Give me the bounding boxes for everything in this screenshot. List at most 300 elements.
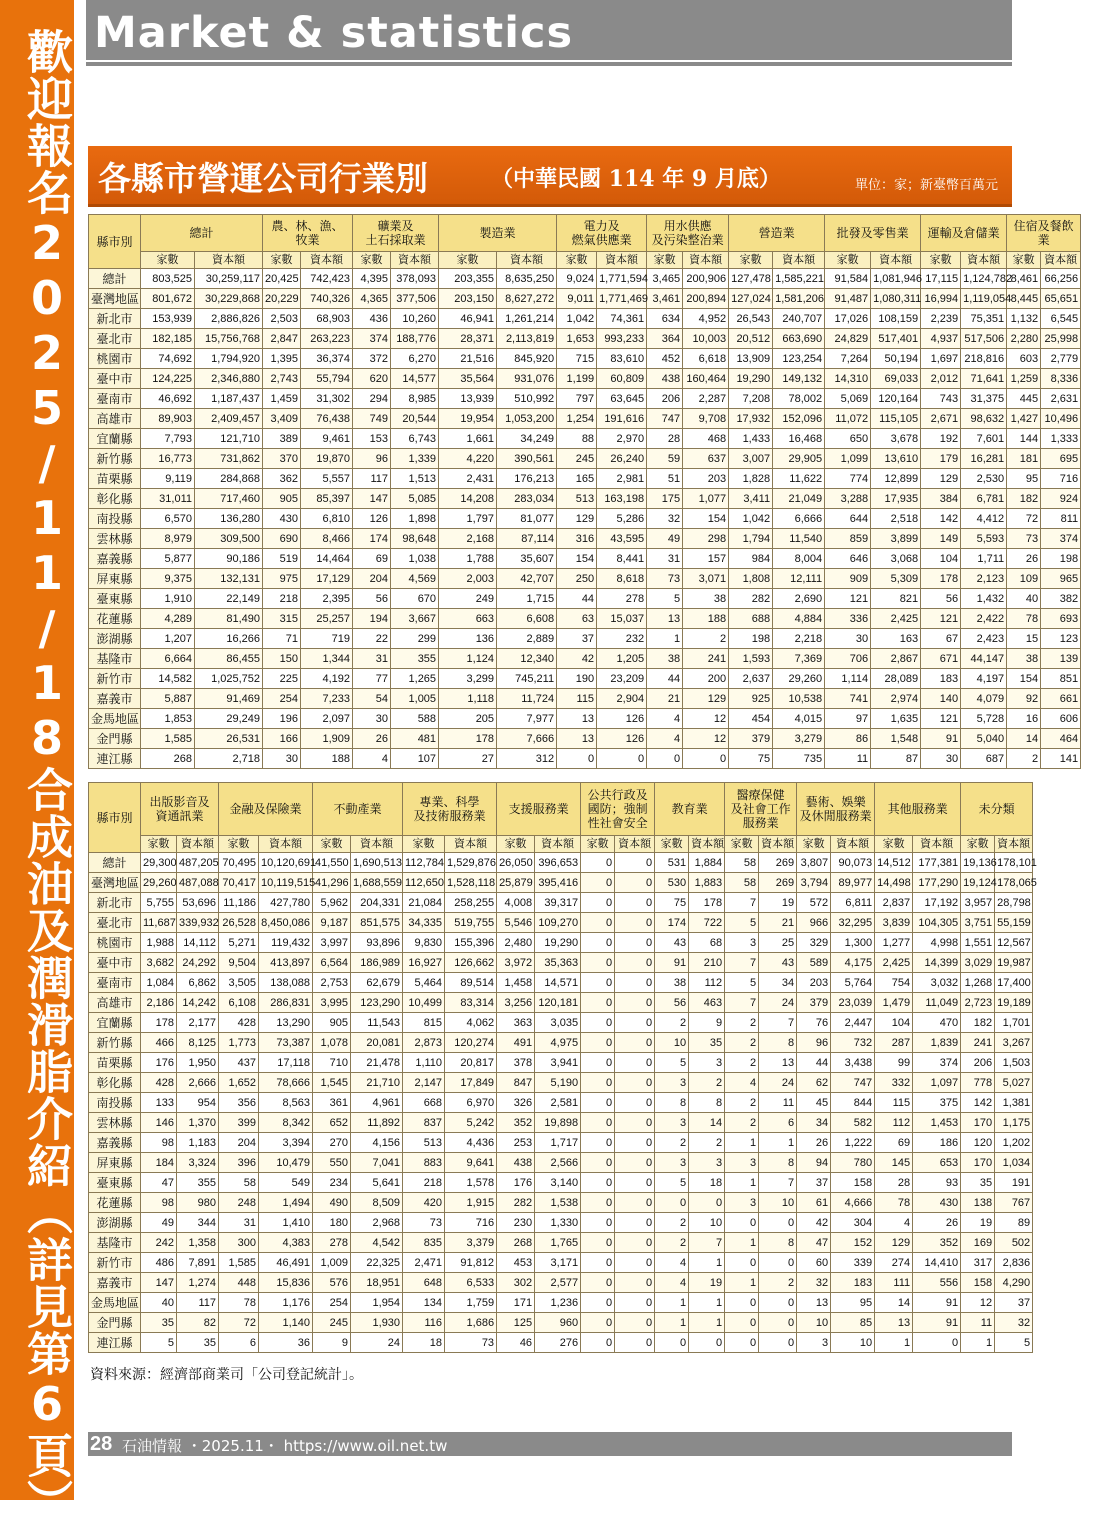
count-column-header: 家數 (797, 836, 831, 853)
value-cell: 225 (263, 669, 301, 689)
industry-column-header: 其他服務業 (875, 783, 961, 836)
value-cell: 132,131 (195, 569, 263, 589)
value-cell: 158 (831, 1173, 875, 1193)
header-row (89, 215, 1081, 252)
value-cell: 15,756,768 (195, 329, 263, 349)
value-cell: 1,513 (391, 469, 439, 489)
source-note: 資料來源：經濟部商業司「公司登記統計」。 (90, 1367, 363, 1383)
count-column-header: 家數 (1007, 252, 1041, 269)
value-cell: 89,903 (141, 409, 195, 429)
value-cell: 3,267 (995, 1033, 1033, 1053)
value-cell: 732 (831, 1033, 875, 1053)
count-column-header: 家數 (313, 836, 351, 853)
value-cell: 0 (759, 1333, 797, 1353)
value-cell: 466 (141, 1033, 177, 1053)
value-cell: 17,935 (871, 489, 921, 509)
industry-column-header: 藝術、娛樂 及休閒服務業 (797, 783, 875, 836)
value-cell: 99 (875, 1053, 913, 1073)
value-cell: 453 (497, 1253, 535, 1273)
value-cell: 87,114 (497, 529, 557, 549)
value-cell: 3,299 (439, 669, 497, 689)
value-cell: 3,899 (871, 529, 921, 549)
value-cell: 119,432 (259, 933, 313, 953)
value-cell: 10,119,515 (259, 873, 313, 893)
value-cell: 316 (557, 529, 597, 549)
value-cell: 0 (615, 1133, 655, 1153)
industry-column-header: 總計 (141, 215, 263, 252)
value-cell: 716 (445, 1213, 497, 1233)
value-cell: 96 (797, 1033, 831, 1053)
value-cell: 1,661 (439, 429, 497, 449)
value-cell: 1 (689, 1253, 725, 1273)
region-cell: 桃園市 (89, 349, 141, 369)
capital-column-header: 資本額 (683, 252, 729, 269)
value-cell: 28,371 (439, 329, 497, 349)
value-cell: 2 (759, 1273, 797, 1293)
value-cell: 249 (439, 589, 497, 609)
value-cell: 9,641 (445, 1153, 497, 1173)
value-cell: 37 (995, 1293, 1033, 1313)
value-cell: 0 (615, 873, 655, 893)
industry-column-header: 礦業及 土石採取業 (353, 215, 439, 252)
value-cell: 7 (725, 893, 759, 913)
value-cell: 183 (831, 1273, 875, 1293)
value-cell: 4,937 (921, 329, 961, 349)
region-cell: 嘉義縣 (89, 549, 141, 569)
value-cell: 851,575 (351, 913, 403, 933)
value-cell: 2 (655, 1013, 689, 1033)
value-cell: 370 (263, 449, 301, 469)
subheader-row (89, 252, 1081, 269)
value-cell: 6,108 (219, 993, 259, 1013)
value-cell: 13,909 (729, 349, 773, 369)
value-cell: 1,853 (141, 709, 195, 729)
value-cell: 1,453 (913, 1113, 961, 1133)
value-cell: 1,034 (995, 1153, 1033, 1173)
value-cell: 4,975 (535, 1033, 581, 1053)
value-cell: 86 (825, 729, 871, 749)
value-cell: 294 (353, 389, 391, 409)
value-cell: 780 (831, 1153, 875, 1173)
table-row (89, 1013, 1033, 1033)
value-cell: 3 (655, 1113, 689, 1133)
value-cell: 12,340 (497, 649, 557, 669)
page-number: 28 (90, 1433, 113, 1455)
industry-column-header: 運輸及倉儲業 (921, 215, 1007, 252)
value-cell: 88 (557, 429, 597, 449)
industry-column-header: 製造業 (439, 215, 557, 252)
value-cell: 491 (497, 1033, 535, 1053)
value-cell: 234 (313, 1173, 351, 1193)
value-cell: 5,464 (403, 973, 445, 993)
value-cell: 767 (995, 1193, 1033, 1213)
region-cell: 澎湖縣 (89, 1213, 141, 1233)
value-cell: 1,078 (313, 1033, 351, 1053)
value-cell: 436 (353, 309, 391, 329)
value-cell: 1,205 (597, 649, 647, 669)
value-cell: 55,159 (995, 913, 1033, 933)
value-cell: 12,567 (995, 933, 1033, 953)
value-cell: 1 (725, 1233, 759, 1253)
value-cell: 83,314 (445, 993, 497, 1013)
value-cell: 26,050 (497, 853, 535, 873)
value-cell: 644 (825, 509, 871, 529)
value-cell: 742,423 (301, 269, 353, 289)
value-cell: 2 (725, 1053, 759, 1073)
value-cell: 361 (313, 1093, 351, 1113)
value-cell: 8,618 (597, 569, 647, 589)
table-row (89, 509, 1081, 529)
value-cell: 4,412 (961, 509, 1007, 529)
value-cell: 46,491 (259, 1253, 313, 1273)
value-cell: 35 (689, 1033, 725, 1053)
value-cell: 2,186 (141, 993, 177, 1013)
value-cell: 0 (581, 1113, 615, 1133)
value-cell: 1,839 (913, 1033, 961, 1053)
value-cell: 9,187 (313, 913, 351, 933)
header-row (89, 783, 1033, 836)
value-cell: 129 (557, 509, 597, 529)
value-cell: 54 (353, 689, 391, 709)
value-cell: 91,812 (445, 1253, 497, 1273)
value-cell: 7 (759, 1173, 797, 1193)
value-cell: 32,295 (831, 913, 875, 933)
value-cell: 0 (615, 1073, 655, 1093)
region-cell: 金馬地區 (89, 1293, 141, 1313)
footer-text: 石油情報 ・2025.11・ https://www.oil.net.tw (122, 1437, 448, 1455)
value-cell: 18 (403, 1333, 445, 1353)
value-cell: 2,012 (921, 369, 961, 389)
value-cell: 89,514 (445, 973, 497, 993)
value-cell: 46,941 (439, 309, 497, 329)
value-cell: 2,970 (597, 429, 647, 449)
value-cell: 4,079 (961, 689, 1007, 709)
value-cell: 21 (647, 689, 683, 709)
value-cell: 2,409,457 (195, 409, 263, 429)
value-cell: 2,981 (597, 469, 647, 489)
value-cell: 743 (921, 389, 961, 409)
value-cell: 40 (141, 1293, 177, 1313)
region-cell: 臺灣地區 (89, 873, 141, 893)
value-cell: 30,229,868 (195, 289, 263, 309)
value-cell: 95 (831, 1293, 875, 1313)
table-title-banner (88, 146, 1012, 207)
value-cell: 8,125 (177, 1033, 219, 1053)
value-cell: 4,220 (439, 449, 497, 469)
value-cell: 1 (689, 1293, 725, 1313)
region-cell: 彰化縣 (89, 1073, 141, 1093)
table-row (89, 1153, 1033, 1173)
value-cell: 2 (725, 1093, 759, 1113)
value-cell: 160,464 (683, 369, 729, 389)
value-cell: 230 (497, 1213, 535, 1233)
value-cell: 73 (445, 1333, 497, 1353)
value-cell: 1,274 (177, 1273, 219, 1293)
value-cell: 63,645 (597, 389, 647, 409)
value-cell: 68,903 (301, 309, 353, 329)
value-cell: 960 (535, 1313, 581, 1333)
table-row (89, 729, 1081, 749)
value-cell: 181 (1007, 449, 1041, 469)
value-cell: 268 (141, 749, 195, 769)
value-cell: 0 (581, 973, 615, 993)
table-row (89, 749, 1081, 769)
value-cell: 20,817 (445, 1053, 497, 1073)
value-cell: 20,512 (729, 329, 773, 349)
value-cell: 0 (759, 1213, 797, 1233)
value-cell: 2,287 (683, 389, 729, 409)
value-cell: 0 (615, 1253, 655, 1273)
value-cell: 980 (177, 1193, 219, 1213)
value-cell: 5 (655, 1053, 689, 1073)
value-cell: 3,505 (219, 973, 259, 993)
count-column-header: 家數 (403, 836, 445, 853)
value-cell: 109 (1007, 569, 1041, 589)
value-cell: 0 (615, 893, 655, 913)
value-cell: 145 (875, 1153, 913, 1173)
value-cell: 36,374 (301, 349, 353, 369)
value-cell: 31,302 (301, 389, 353, 409)
value-cell: 7,264 (825, 349, 871, 369)
value-cell: 778 (961, 1073, 995, 1093)
value-cell: 178,065 (995, 873, 1033, 893)
value-cell: 0 (581, 1013, 615, 1033)
value-cell: 3,995 (313, 993, 351, 1013)
value-cell: 3,068 (871, 549, 921, 569)
value-cell: 517,401 (871, 329, 921, 349)
value-cell: 396,653 (535, 853, 581, 873)
value-cell: 2,671 (921, 409, 961, 429)
value-cell: 14,577 (391, 369, 439, 389)
value-cell: 1,268 (961, 973, 995, 993)
value-cell: 43 (655, 933, 689, 953)
value-cell: 0 (581, 853, 615, 873)
value-cell: 1 (725, 1173, 759, 1193)
value-cell: 1,077 (683, 489, 729, 509)
value-cell: 3,035 (535, 1013, 581, 1033)
value-cell: 10,260 (391, 309, 439, 329)
value-cell: 245 (313, 1313, 351, 1333)
value-cell: 332 (875, 1073, 913, 1093)
value-cell: 191 (995, 1173, 1033, 1193)
value-cell: 502 (995, 1233, 1033, 1253)
value-cell: 588 (391, 709, 439, 729)
region-cell: 桃園市 (89, 933, 141, 953)
value-cell: 0 (615, 1153, 655, 1173)
section-header-title: Market & statistics (94, 8, 574, 58)
value-cell: 188,776 (391, 329, 439, 349)
value-cell: 1,954 (351, 1293, 403, 1313)
region-cell: 花蓮縣 (89, 609, 141, 629)
value-cell: 0 (759, 1253, 797, 1273)
value-cell: 241 (961, 1033, 995, 1053)
table-row (89, 409, 1081, 429)
region-cell: 嘉義市 (89, 689, 141, 709)
value-cell: 32 (647, 509, 683, 529)
value-cell: 14,512 (875, 853, 913, 873)
value-cell: 438 (647, 369, 683, 389)
value-cell: 5,764 (831, 973, 875, 993)
value-cell: 198 (729, 629, 773, 649)
value-cell: 438 (497, 1153, 535, 1173)
value-cell: 37 (557, 629, 597, 649)
value-cell: 9,375 (141, 569, 195, 589)
value-cell: 2,836 (995, 1253, 1033, 1273)
value-cell: 21,084 (403, 893, 445, 913)
region-cell: 總計 (89, 269, 141, 289)
industry-column-header: 用水供應 及污染整治業 (647, 215, 729, 252)
value-cell: 170 (961, 1153, 995, 1173)
value-cell: 146 (141, 1113, 177, 1133)
value-cell: 70,495 (219, 853, 259, 873)
region-cell: 宜蘭縣 (89, 1013, 141, 1033)
table-row (89, 1073, 1033, 1093)
region-cell: 臺北市 (89, 329, 141, 349)
value-cell: 11 (961, 1313, 995, 1333)
value-cell: 531 (655, 853, 689, 873)
promo-sidebar-text: 歡迎報名2025/11/18合成油及潤滑脂介紹（詳見第6頁） (20, 28, 74, 1526)
value-cell: 96 (353, 449, 391, 469)
value-cell: 2 (655, 1233, 689, 1253)
value-cell: 1,910 (141, 589, 195, 609)
value-cell: 2,753 (313, 973, 351, 993)
value-cell: 550 (313, 1153, 351, 1173)
value-cell: 47 (141, 1173, 177, 1193)
value-cell: 31 (353, 649, 391, 669)
table-row (89, 429, 1081, 449)
value-cell: 35 (177, 1333, 219, 1353)
value-cell: 0 (581, 1273, 615, 1293)
value-cell: 3,678 (871, 429, 921, 449)
value-cell: 3,409 (263, 409, 301, 429)
value-cell: 4,436 (445, 1133, 497, 1153)
value-cell: 1 (725, 1273, 759, 1293)
value-cell: 6,781 (961, 489, 1007, 509)
value-cell: 646 (825, 549, 871, 569)
value-cell: 5,271 (219, 933, 259, 953)
value-cell: 8,563 (259, 1093, 313, 1113)
value-cell: 0 (581, 1173, 615, 1193)
value-cell: 8,627,272 (497, 289, 557, 309)
industry-column-header: 金融及保險業 (219, 783, 313, 836)
value-cell: 1 (961, 1333, 995, 1353)
value-cell: 0 (581, 953, 615, 973)
value-cell: 315 (263, 609, 301, 629)
value-cell: 138 (961, 1193, 995, 1213)
value-cell: 16,773 (141, 449, 195, 469)
region-cell: 嘉義市 (89, 1273, 141, 1293)
value-cell: 10 (689, 1213, 725, 1233)
value-cell: 549 (259, 1173, 313, 1193)
table-row (89, 893, 1033, 913)
value-cell: 859 (825, 529, 871, 549)
value-cell: 182 (1007, 489, 1041, 509)
table-row (89, 269, 1081, 289)
region-cell: 苗栗縣 (89, 469, 141, 489)
table-row (89, 1193, 1033, 1213)
table-row (89, 469, 1081, 489)
value-cell: 0 (615, 1113, 655, 1133)
value-cell: 10,479 (259, 1153, 313, 1173)
value-cell: 1,277 (875, 933, 913, 953)
value-cell: 16,994 (921, 289, 961, 309)
value-cell: 184 (141, 1153, 177, 1173)
value-cell: 8,004 (773, 549, 825, 569)
value-cell: 413,897 (259, 953, 313, 973)
value-cell: 0 (581, 1193, 615, 1213)
value-cell: 274 (875, 1253, 913, 1273)
value-cell: 2,346,880 (195, 369, 263, 389)
value-cell: 1,038 (391, 549, 439, 569)
value-cell: 6,810 (301, 509, 353, 529)
value-cell: 60,809 (597, 369, 647, 389)
capital-column-header: 資本額 (259, 836, 313, 853)
value-cell: 14,582 (141, 669, 195, 689)
table-row (89, 369, 1081, 389)
value-cell: 14,464 (301, 549, 353, 569)
value-cell: 510,992 (497, 389, 557, 409)
value-cell: 46 (497, 1333, 535, 1353)
value-cell: 0 (581, 893, 615, 913)
value-cell: 72 (219, 1313, 259, 1333)
value-cell: 0 (581, 1213, 615, 1233)
table-row (89, 1033, 1033, 1053)
value-cell: 909 (825, 569, 871, 589)
value-cell: 3,751 (961, 913, 995, 933)
value-cell: 298 (683, 529, 729, 549)
value-cell: 304 (831, 1213, 875, 1233)
value-cell: 663,690 (773, 329, 825, 349)
value-cell: 41,296 (313, 873, 351, 893)
value-cell: 312 (497, 749, 557, 769)
value-cell: 481 (391, 729, 439, 749)
value-cell: 8 (689, 1093, 725, 1113)
capital-column-header: 資本額 (535, 836, 581, 853)
value-cell: 182 (961, 1013, 995, 1033)
region-cell: 臺中市 (89, 369, 141, 389)
value-cell: 4,290 (995, 1273, 1033, 1293)
value-cell: 282 (729, 589, 773, 609)
value-cell: 740,326 (301, 289, 353, 309)
value-cell: 3,972 (497, 953, 535, 973)
table-row (89, 529, 1081, 549)
value-cell: 735 (773, 749, 825, 769)
value-cell: 8,445 (1007, 289, 1041, 309)
value-cell: 309,500 (195, 529, 263, 549)
value-cell: 31,011 (141, 489, 195, 509)
value-cell: 3,140 (535, 1173, 581, 1193)
value-cell: 2,581 (535, 1093, 581, 1113)
value-cell: 6 (759, 1113, 797, 1133)
value-cell: 19 (961, 1213, 995, 1233)
value-cell: 1,915 (445, 1193, 497, 1213)
value-cell: 3,461 (647, 289, 683, 309)
value-cell: 2,425 (875, 953, 913, 973)
value-cell: 5 (655, 1173, 689, 1193)
value-cell: 8,635,250 (497, 269, 557, 289)
value-cell: 4 (353, 749, 391, 769)
value-cell: 15,836 (259, 1273, 313, 1293)
value-cell: 192 (921, 429, 961, 449)
value-cell: 68 (689, 933, 725, 953)
value-cell: 16,266 (195, 629, 263, 649)
value-cell: 620 (353, 369, 391, 389)
value-cell: 1,652 (219, 1073, 259, 1093)
value-cell: 3 (655, 1073, 689, 1093)
region-cell: 基隆市 (89, 1233, 141, 1253)
region-cell: 新竹市 (89, 669, 141, 689)
value-cell: 200 (683, 669, 729, 689)
